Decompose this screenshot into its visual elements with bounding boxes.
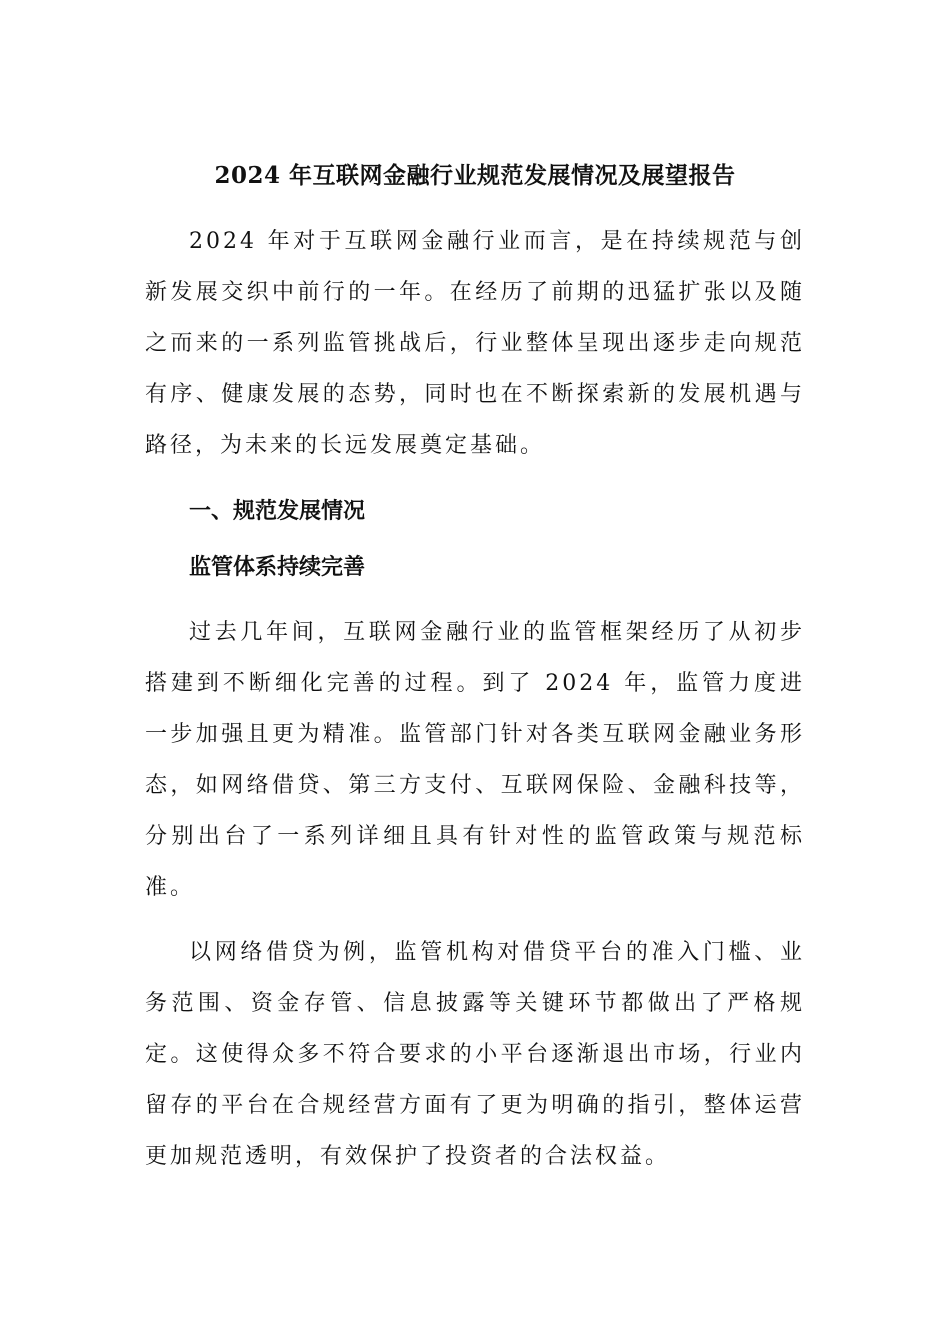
intro-paragraph: 2024 年对于互联网金融行业而言，是在持续规范与创新发展交织中前行的一年。在经历了前期的迅猛扩张以及随之而来的一系列监管挑战后，行业整体呈现出逐步走向规范有序、健康发展的态势，同时也在不断探索新的发展机遇与路径，为未来的长远发展奠定基础。 [145,229,805,458]
document-page [145,150,805,1196]
document-title: 2024 年互联网金融行业规范发展情况及展望报告 [214,162,736,189]
subsection-heading: 监管体系持续完善 [189,554,366,580]
section-heading: 一、规范发展情况 [189,498,366,524]
body-paragraph: 过去几年间，互联网金融行业的监管框架经历了从初步搭建到不断细化完善的过程。到了 2024 年，监管力度进一步加强且更为精准。监管部门针对各类互联网金融业务形态，如网络借贷、第三方支付、互联网保险、金融科技等，分别出台了一系列详细且具有针对性的监管政策与规范标准。 [145,620,805,900]
body-paragraph: 以网络借贷为例，监管机构对借贷平台的准入门槛、业务范围、资金存管、信息披露等关键环节都做出了严格规定。这使得众多不符合要求的小平台逐渐退出市场，行业内留存的平台在合规经营方面有了更为明确的指引，整体运营更加规范透明，有效保护了投资者的合法权益。 [145,940,805,1169]
